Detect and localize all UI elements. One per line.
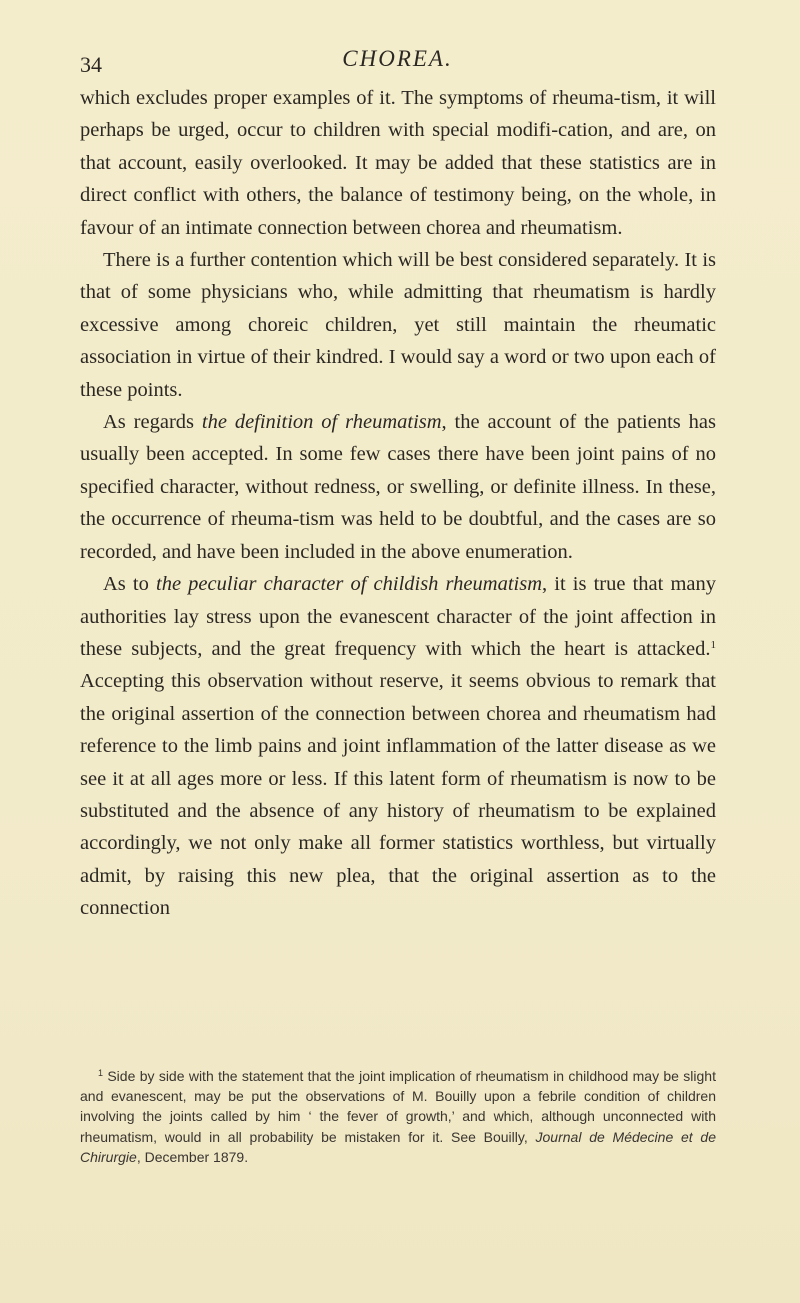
footnote [80,1066,716,1167]
footnote-journal-title: Journal de Médecine et de Chirurgie [80,1128,716,1165]
footnote-marker: 1 [98,1068,104,1078]
body-text [80,82,716,925]
paragraph-3 [80,406,716,568]
paragraph-4-italic: the peculiar character of childish rheumatism [156,573,542,596]
paragraph-4-text-before: As to [103,573,156,596]
paragraph-3-text-before: As regards [103,411,202,434]
footnote-text: Side by side with the statement that the joint implication of rheumatism in childhood may be slight and evanescent, may be put the observations of M. Bouilly upon a febrile condition of children involving the joints called by him ‘ the fever of growth,’ and which, although unconnected with rheumatism, would in all probability be mistaken for it. See Bouilly, [80,1068,716,1145]
page-number: 34 [80,52,102,77]
paragraph-2 [80,244,716,406]
paragraph-4 [80,568,716,924]
footnote-paragraph [80,1066,716,1167]
paragraph-4-text-after: , it is true that many authorities lay stress upon the evanescent character of the joint affection in these subjects, and the great frequency with which the heart is attacked. [80,573,716,660]
paragraph-1 [80,82,716,244]
running-head [80,40,715,80]
chapter-title: CHOREA. [342,46,453,71]
paragraph-1-text: which excludes proper examples of it. The symptoms of rheuma-tism, it will perhaps be urged, occur to children with special modifi-cation, and are, on that account, easily overlooked. It may be added that these statistics are in direct conflict with others, the balance of testimony being, on the whole, in favour of an intimate connection between chorea and rheumatism. [80,87,716,239]
paragraph-4-text-after-2: Accepting this observation without reserve, it seems obvious to remark that the original assertion of the connection between chorea and rheumatism had reference to the limb pains and joint inflammation of the latter disease as we see it at all ages more or less. If this latent form of rheumatism is now to be substituted and the absence of any history of rheumatism to be explained accordingly, we not only make all former statistics worthless, but virtually admit, by raising this new plea, that the original assertion as to the connection [80,670,716,920]
paragraph-3-italic: the definition of rheumatism [201,411,442,434]
footnote-text-end: , December 1879. [136,1148,249,1165]
footnote-reference: 1 [710,638,716,651]
paragraph-2-text: There is a further contention which will be best considered separately. It is that of some physicians who, while admitting that rheumatism is hardly excessive among choreic children, yet still maintain the rheumatic association in virtue of their kindred. I would say a word or two upon each of these points. [80,249,716,401]
paragraph-3-text-after: , the account of the patients has usually been accepted. In some few cases there have been joint pains of no specified character, without redness, or swelling, or definite illness. In these, the occurrence of rheuma-tism was held to be doubtful, and the cases are so recorded, and have been included in the above enumeration. [80,411,716,563]
